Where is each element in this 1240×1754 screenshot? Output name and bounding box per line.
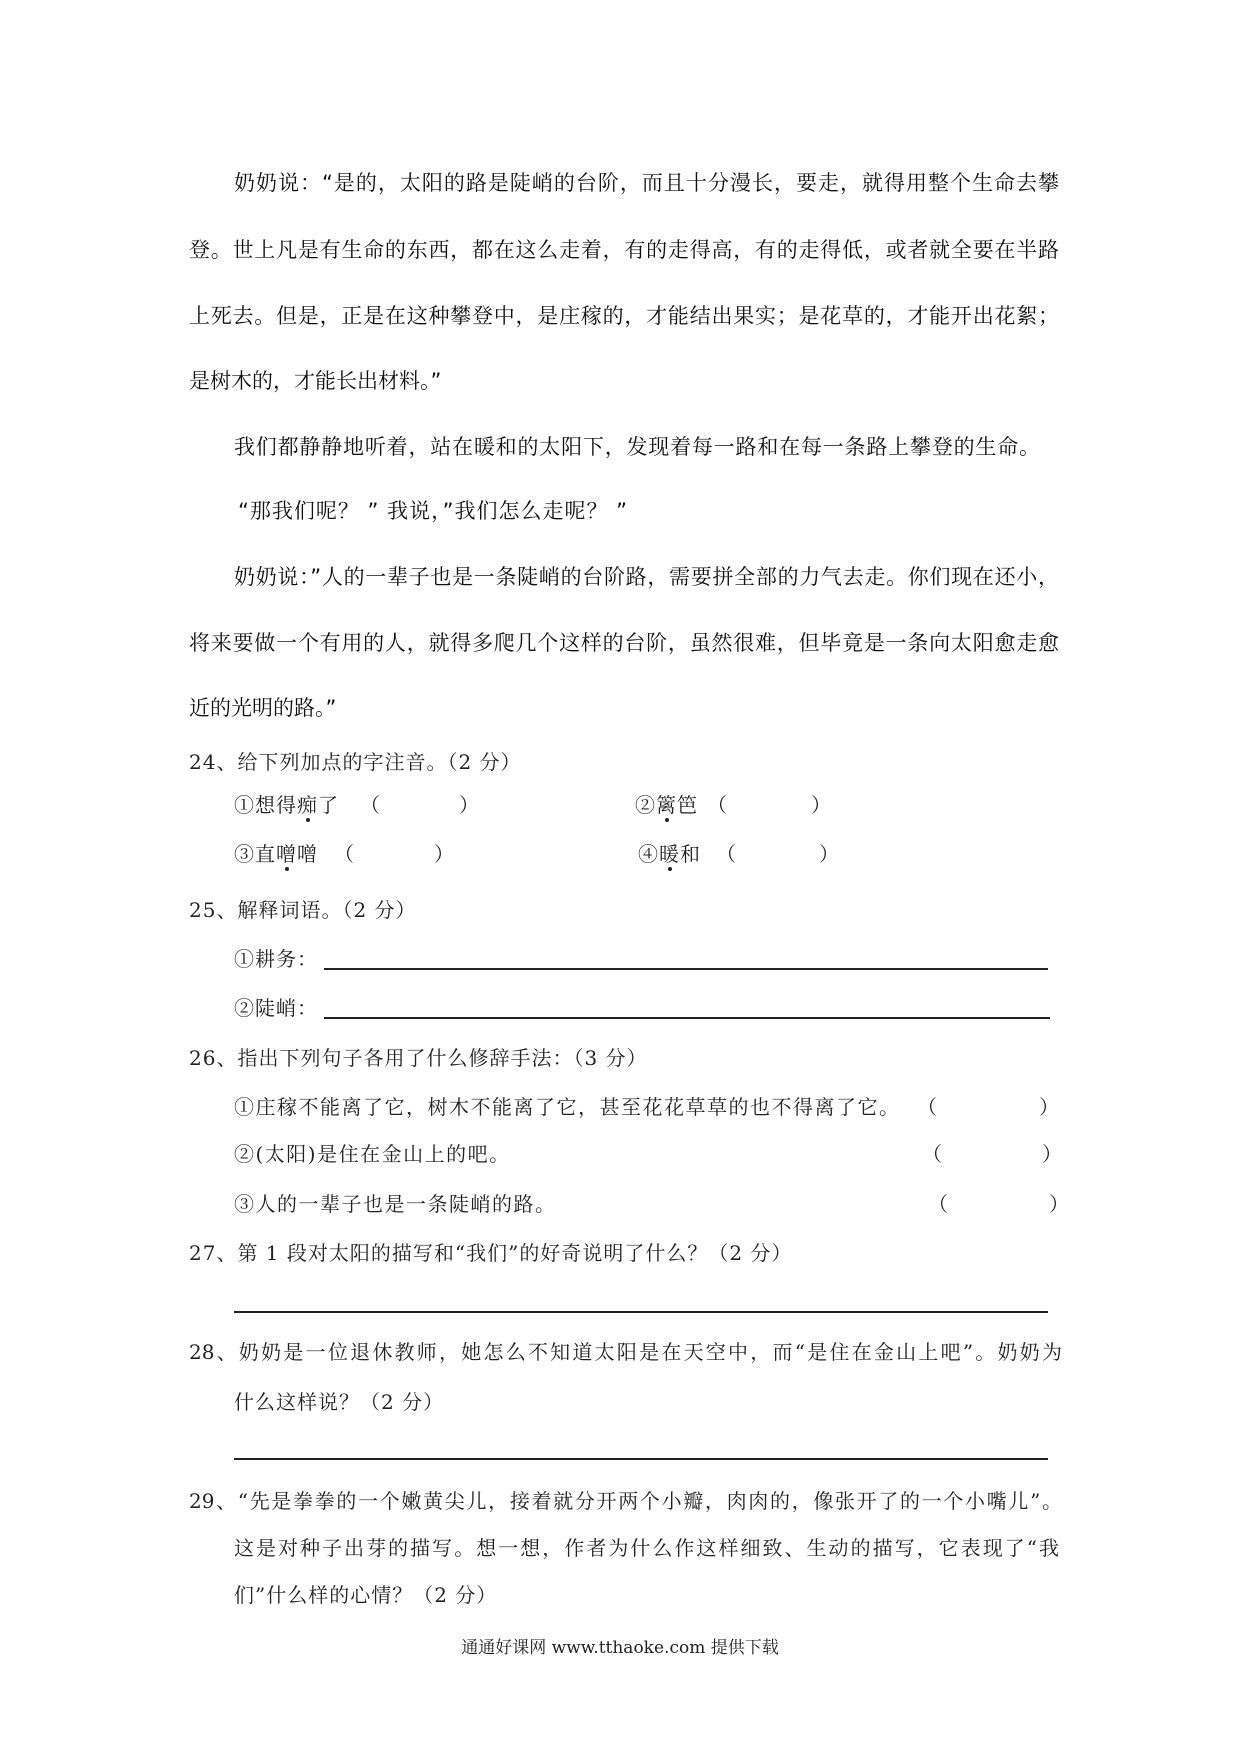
- q24-item-1-open-paren: （: [360, 793, 381, 817]
- q24-item-4-close-paren: ）: [819, 842, 840, 866]
- q26-item-1-open-paren: （: [917, 1095, 938, 1119]
- q24-item-4: [638, 839, 718, 869]
- q24-item-3-dotted-char: 噌: [276, 842, 297, 866]
- passage-para1-line1: 奶奶说：“是的，太阳的路是陡峭的台阶，而且十分漫长，要走，就得用整个生命去攀: [234, 171, 1059, 195]
- q26-item-1: ①庄稼不能离了它，树木不能离了它，甚至花花草草的也不得离了它。: [234, 1095, 901, 1119]
- q26-item-1-close-paren: ）: [1039, 1095, 1060, 1119]
- q26-item-3-open-paren: （: [928, 1192, 949, 1216]
- q24-item-1-dotted-char: 痴: [297, 793, 318, 817]
- q24-item-2-close-paren: ）: [811, 793, 832, 817]
- passage-para3: “那我们呢？ ” 我说，”我们怎么走呢？ ”: [238, 499, 629, 523]
- q26-item-3: ③人的一辈子也是一条陡峭的路。: [234, 1192, 557, 1216]
- q27-answer-line: [234, 1311, 1048, 1313]
- q24-item-2-open-paren: （: [707, 793, 728, 817]
- passage-para1-line4: 是树木的，才能长出材料。”: [189, 369, 442, 393]
- q24-item-1-before: ①想得: [234, 793, 297, 817]
- q25-item-1-answer-line: [324, 968, 1048, 970]
- q25-prompt: 25、解释词语。（2 分）: [189, 898, 417, 922]
- q29-line-1: 29、“先是拳拳的一个嫩黄尖儿，接着就分开两个小瓣，肉肉的，像张开了的一个小嘴儿”。: [189, 1489, 1062, 1513]
- q26-item-2-open-paren: （: [922, 1142, 943, 1166]
- q24-item-4-after: 和: [680, 842, 701, 866]
- q28-answer-line: [234, 1458, 1048, 1460]
- q24-item-2-dotted-char: 篱: [656, 793, 677, 817]
- q29-line-2: 这是对种子出芽的描写。想一想，作者为什么作这样细致、生动的描写，它表现了“我: [234, 1536, 1059, 1560]
- q24-item-1: [234, 790, 374, 820]
- q24-item-1-close-paren: ）: [459, 793, 480, 817]
- q24-item-3-open-paren: （: [334, 842, 355, 866]
- passage-para4-line1: 奶奶说：”人的一辈子也是一条陡峭的台阶路，需要拼全部的力气去走。你们现在还小，: [234, 565, 1059, 589]
- q24-item-2: [635, 790, 715, 820]
- passage-para1-line3: 上死去。但是，正是在这种攀登中，是庄稼的，才能结出果实；是花草的，才能开出花絮；: [189, 304, 1059, 328]
- q28-line-2: 什么这样说？（2 分）: [234, 1390, 445, 1414]
- q26-item-3-close-paren: ）: [1049, 1192, 1070, 1216]
- q26-prompt: 26、指出下列句子各用了什么修辞手法：（3 分）: [189, 1046, 648, 1070]
- q29-line-3: 们”什么样的心情？（2 分）: [234, 1583, 498, 1607]
- passage-para1-line2: 登。世上凡是有生命的东西，都在这么走着，有的走得高，有的走得低，或者就全要在半路: [189, 238, 1059, 262]
- q24-item-3-after: 噌: [297, 842, 318, 866]
- q25-item-2-answer-line: [324, 1017, 1050, 1019]
- passage-para4-line3: 近的光明的路。”: [189, 696, 337, 720]
- q24-item-2-before: ②: [635, 793, 656, 817]
- passage-para2: 我们都静静地听着，站在暖和的太阳下，发现着每一路和在每一条路上攀登的生命。: [234, 435, 1040, 459]
- page-footer: 通通好课网 www.tthaoke.com 提供下载: [461, 1638, 779, 1658]
- q24-item-3-before: ③直: [234, 842, 276, 866]
- q24-item-2-after: 笆: [677, 793, 698, 817]
- q24-item-3-close-paren: ）: [434, 842, 455, 866]
- q26-item-2: ②(太阳)是住在金山上的吧。: [234, 1142, 511, 1166]
- q24-item-4-before: ④: [638, 842, 659, 866]
- q24-item-4-dotted-char: 暖: [659, 842, 680, 866]
- q27-prompt: 27、第 1 段对太阳的描写和“我们”的好奇说明了什么？（2 分）: [189, 1241, 793, 1265]
- q25-item-1-label: ①耕务：: [234, 947, 318, 971]
- q24-item-1-after: 了: [318, 793, 339, 817]
- passage-para4-line2: 将来要做一个有用的人，就得多爬几个这样的台阶，虽然很难，但毕竟是一条向太阳愈走愈: [189, 631, 1059, 655]
- q24-item-3: [234, 839, 344, 869]
- q24-prompt: 24、给下列加点的字注音。（2 分）: [189, 750, 522, 774]
- q25-item-2-label: ②陡峭：: [234, 996, 318, 1020]
- q28-line-1: 28、奶奶是一位退休教师，她怎么不知道太阳是在天空中，而“是住在金山上吧”。奶奶为: [189, 1340, 1062, 1364]
- q24-item-4-open-paren: （: [716, 842, 737, 866]
- q26-item-2-close-paren: ）: [1042, 1142, 1063, 1166]
